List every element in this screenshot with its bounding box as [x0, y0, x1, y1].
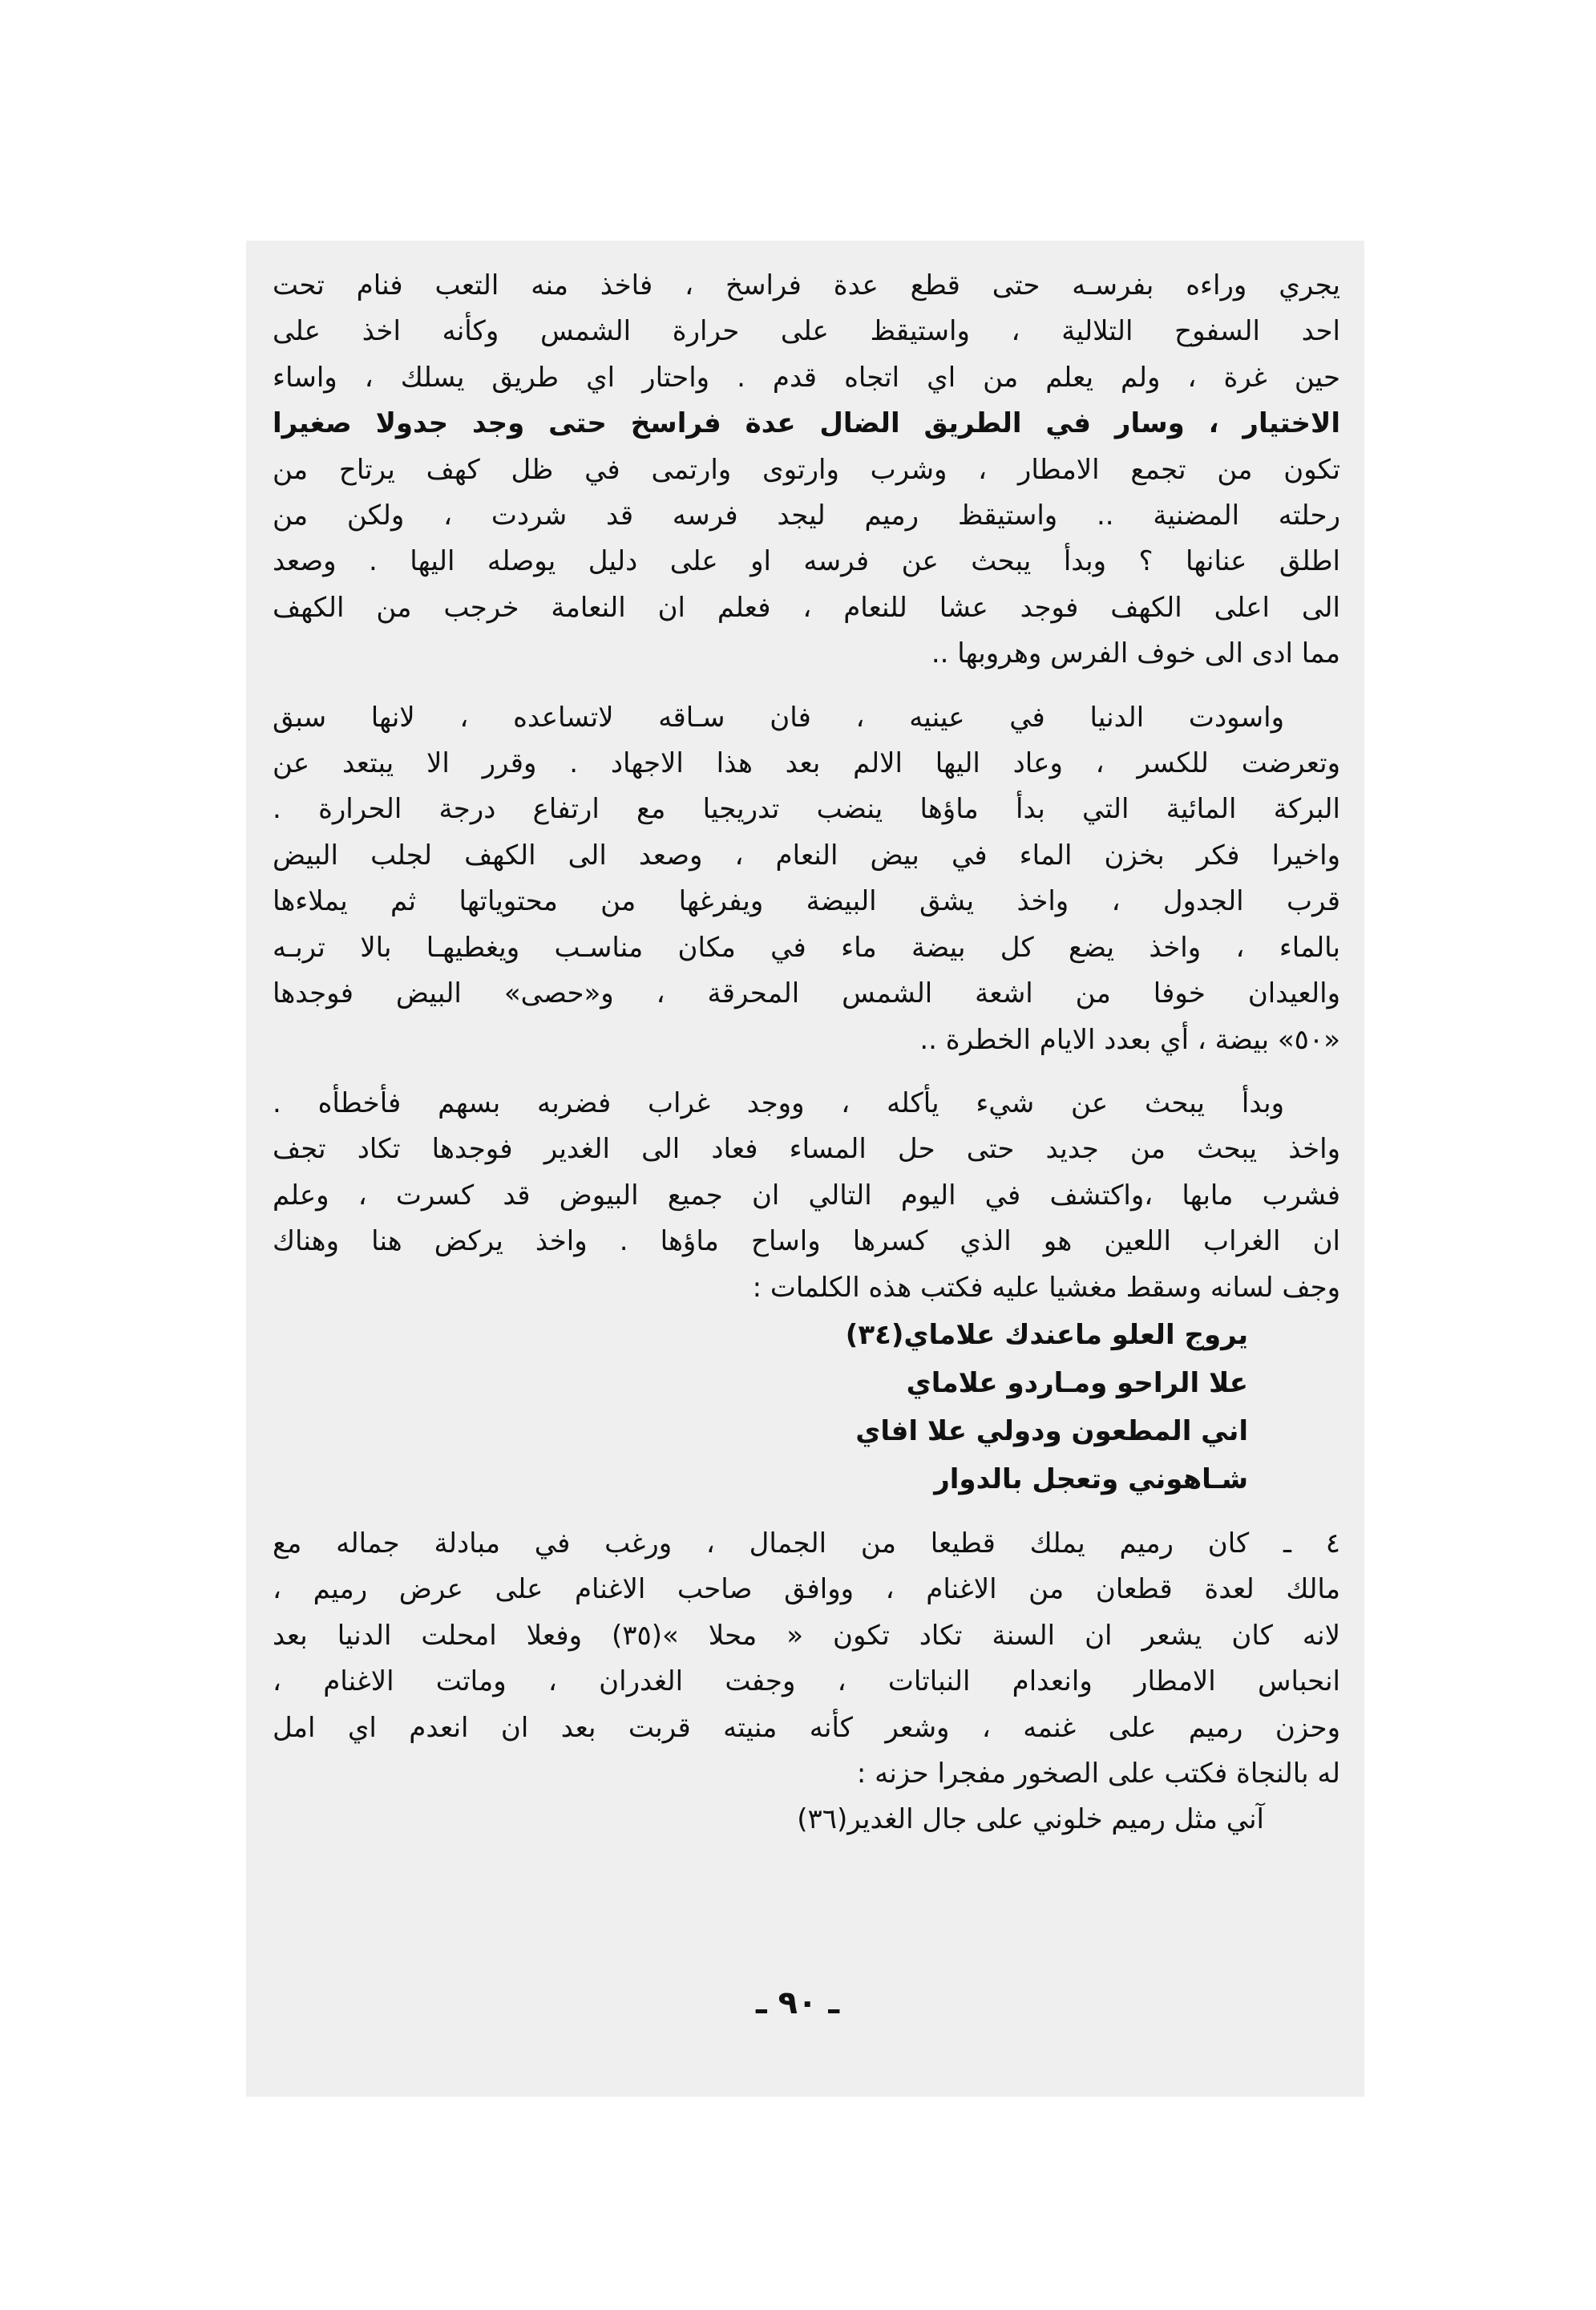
text-line: تكون من تجمع الامطار ، وشرب وارتوى وارتمى في ظل كهف يرتاح من: [273, 453, 1340, 486]
text-line: مما ادى الى خوف الفرس وهروبها ..: [931, 637, 1340, 670]
text-line: احد السفوح التلالية ، واستيقظ على حرارة الشمس وكأنه اخذ على: [273, 315, 1340, 348]
text-line: يجري وراءه بفرسـه حتى قطع عدة فراسخ ، فاخذ منه التعب فنام تحت: [273, 269, 1340, 301]
text-line: لانه كان يشعر ان السنة تكاد تكون « محلا »(٣٥) وفعلا امحلت الدنيا بعد: [273, 1619, 1340, 1652]
text-line: اطلق عنانها ؟ وبدأ يبحث عن فرسه او على دليل يوصله اليها . وصعد: [273, 545, 1340, 578]
text-line: وجف لسانه وسقط مغشيا عليه فكتب هذه الكلمات :: [752, 1271, 1340, 1304]
text-line: «٥٠» بيضة ، أي بعدد الايام الخطرة ..: [919, 1023, 1340, 1056]
paragraph-2: [273, 695, 1340, 1063]
text-block: [273, 263, 1340, 1843]
text-line: ٤ ـ كان رميم يملك قطيعا من الجمال ، ورغب في مبادلة جماله مع: [273, 1527, 1340, 1560]
page-number: ـ ٩٠ ـ: [755, 1984, 840, 2021]
text-line: حين غرة ، ولم يعلم من اي اتجاه قدم . واحتار اي طريق يسلك ، واساء: [273, 361, 1340, 394]
text-line: وبدأ يبحث عن شيء يأكله ، ووجد غراب فضربه بسهم فأخطأه .: [273, 1086, 1284, 1119]
verse-line: شـاهوني وتعجل بالدوار: [934, 1462, 1248, 1495]
text-line: واسودت الدنيا في عينيه ، فان سـاقه لاتساعده ، لانها سبق: [273, 701, 1284, 734]
text-line: قرب الجدول ، واخذ يشق البيضة ويفرغها من محتوياتها ثم يملاءها: [273, 885, 1340, 918]
text-line: له بالنجاة فكتب على الصخور مفجرا حزنه :: [856, 1757, 1340, 1790]
text-line: والعيدان خوفا من اشعة الشمس المحرقة ، و«حصى» البيض فوجدها: [273, 977, 1340, 1010]
text-line: بالماء ، واخذ يضع كل بيضة ماء في مكان مناسـب ويغطيهـا بالا تربـه: [273, 931, 1340, 964]
verse-line: اني المطعون ودولي علا افاي: [855, 1414, 1248, 1447]
text-line: وحزن رميم على غنمه ، وشعر كأنه منيته قربت بعد ان انعدم اي امل: [273, 1711, 1340, 1744]
text-line: الى اعلى الكهف فوجد عشا للنعام ، فعلم ان النعامة خرجب من الكهف: [273, 591, 1340, 624]
verse-block: [273, 1311, 1340, 1503]
text-line: ان الغراب اللعين هو الذي كسرها واساح ماؤها . واخذ يركض هنا وهناك: [273, 1225, 1340, 1258]
text-line: البركة المائية التي بدأ ماؤها ينضب تدريجيا مع ارتفاع درجة الحرارة .: [273, 793, 1340, 826]
text-line: الاختيار ، وسار في الطريق الضال عدة فراسخ حتى وجد جدولا صغيرا: [273, 407, 1340, 440]
paragraph-4: [273, 1521, 1340, 1797]
verse-line: آني مثل رميم خلوني على جال الغدير(٣٦): [797, 1803, 1264, 1836]
verse-line: علا الراحو ومـاردو علاماي: [906, 1366, 1248, 1399]
text-line: وتعرضت للكسر ، وعاد اليها الالم بعد هذا الاجهاد . وقرر الا يبتعد عن: [273, 747, 1340, 780]
paragraph-3: [273, 1081, 1340, 1311]
text-line: واخذ يبحث من جديد حتى حل المساء فعاد الى الغدير فوجدها تكاد تجف: [273, 1133, 1340, 1166]
text-line: انحباس الامطار وانعدام النباتات ، وجفت الغدران ، وماتت الاغنام ،: [273, 1665, 1340, 1698]
text-line: رحلته المضنية .. واستيقظ رميم ليجد فرسه قد شردت ، ولكن من: [273, 500, 1340, 532]
text-line: فشرب مابها ،واكتشف في اليوم التالي ان جميع البيوض قد كسرت ، وعلم: [273, 1179, 1340, 1212]
text-line: واخيرا فكر بخزن الماء في بيض النعام ، وصعد الى الكهف لجلب البيض: [273, 839, 1340, 872]
verse-line: يروج العلو ماعندك علاماي(٣٤): [845, 1318, 1248, 1351]
text-line: مالك لعدة قطعان من الاغنام ، ووافق صاحب الاغنام على عرض رميم ،: [273, 1573, 1340, 1606]
paragraph-1: [273, 263, 1340, 678]
final-verse: [273, 1797, 1340, 1843]
